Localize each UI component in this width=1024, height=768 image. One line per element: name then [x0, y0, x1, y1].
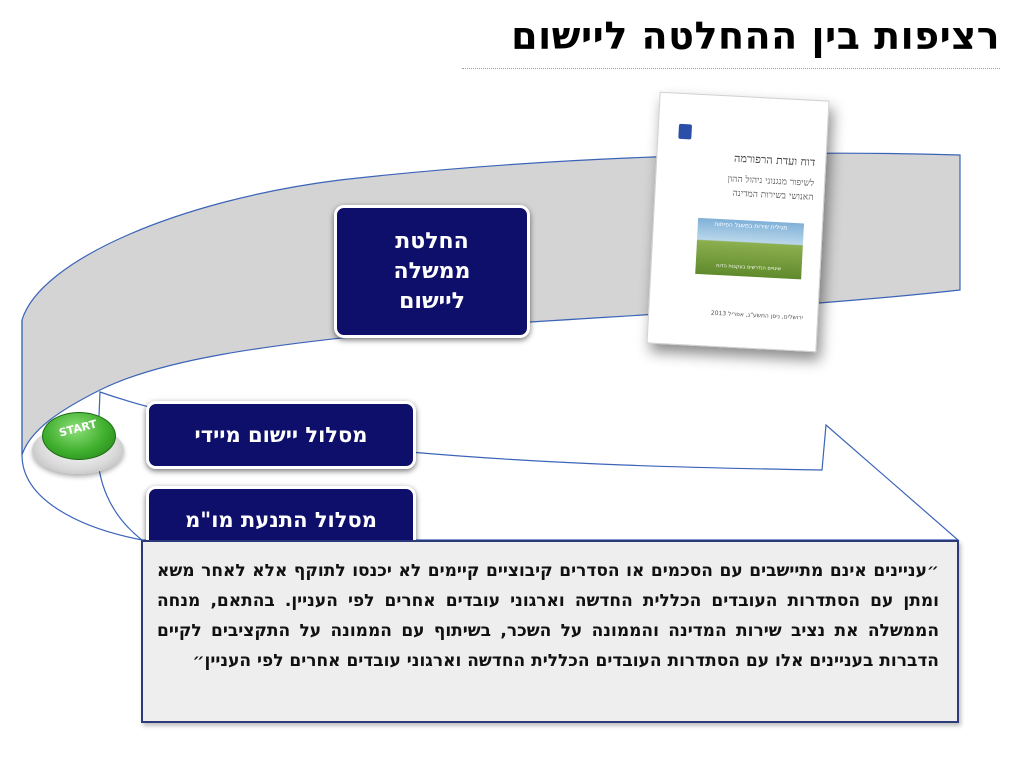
report-footer: ירושלים, ניסן התשע"ג, אפריל 2013 — [710, 309, 804, 322]
reform-report-cover — [647, 92, 830, 353]
report-title: דוח ועדת הרפורמה — [733, 151, 816, 169]
photo-caption-bottom: שינויים הנדרשים בעקבות הדוח — [716, 262, 782, 273]
report-subtitle-line-2: האנושי בשירות המדינה — [732, 188, 814, 203]
page-title: רציפות בין ההחלטה ליישום — [511, 14, 1000, 58]
decision-line-1: החלטת — [395, 228, 469, 254]
quote-box: ״עניינים אינם מתיישבים עם הסכמים או הסדרים קיבוציים קיימים לא יכנסו לתוקף אלא לאחר משא ומתן עם הסתדרות העובדים הכללית החדשה וארגוני עובדים אחרים לפי העניין. בהתאם, מנחה הממשלה את נציב שירות המדינה והממונה על השכר, בשיתוף עם הממונה על התקציבים לקיים הדברות בעניינים אלו עם הסתדרות העובדים הכללית החדשה וארגוני עובדים אחרים לפי העניין״ — [141, 540, 959, 723]
start-button-label: START — [57, 417, 99, 440]
landscape-photo — [695, 218, 804, 279]
report-subtitle-line-1: לשיפור מנגנוני ניהול ההון — [727, 174, 815, 189]
decision-line-2: ממשלה — [393, 258, 471, 284]
immediate-implementation-track: מסלול יישום מיידי — [146, 401, 416, 469]
report-subtitle — [673, 170, 814, 205]
state-emblem-icon — [678, 124, 692, 140]
decision-line-3: ליישום — [399, 288, 465, 314]
government-decision-box — [334, 205, 530, 338]
start-button-icon — [32, 408, 124, 474]
photo-caption-top: מגילית שירות במשגל הפיתוח — [714, 220, 788, 232]
negotiation-track: מסלול התנעת מו"מ — [146, 486, 416, 554]
